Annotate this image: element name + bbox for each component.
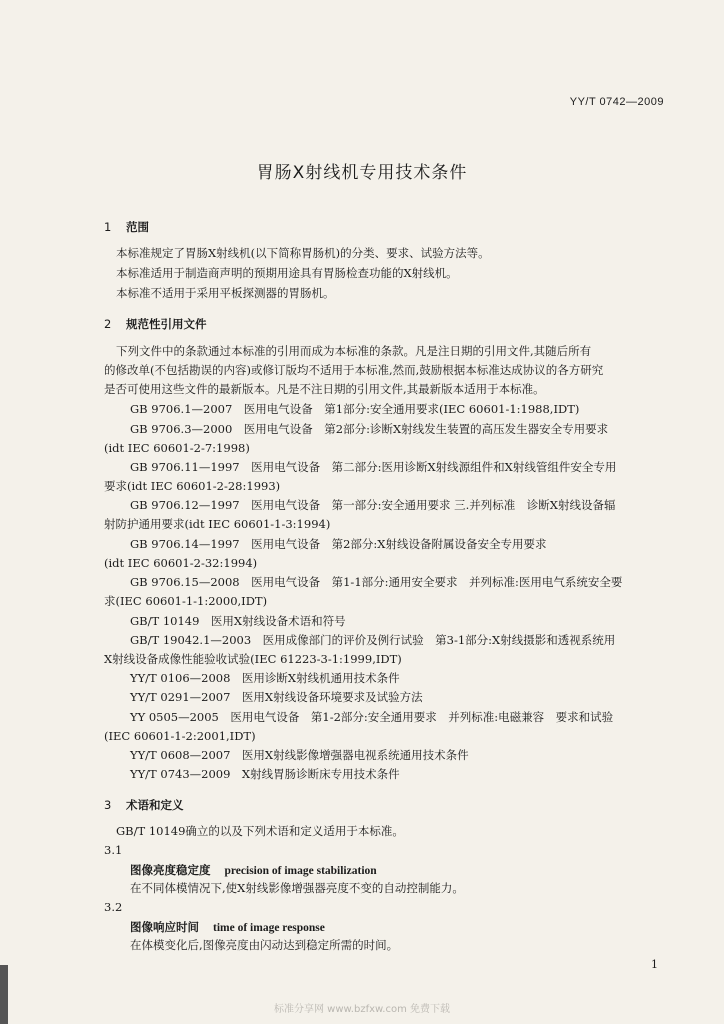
scan-edge [0,965,8,1024]
section-number: 3 [104,798,112,812]
section-number: 2 [104,317,112,331]
reference-item: GB 9706.11—1997 医用电气设备 第二部分:医用诊断X射线源组件和X射线管组件安全专用 [130,460,617,474]
section-title: 术语和定义 [126,798,184,812]
term-zh: 图像响应时间 [130,920,199,934]
reference-item: GB 9706.1—2007 医用电气设备 第1部分:安全通用要求(IEC 60601-1:1988,IDT) [130,402,580,416]
term-number: 3.2 [104,900,123,914]
paragraph: 是否可使用这些文件的最新版本。凡是不注日期的引用文件,其最新版本适用于本标准。 [104,382,545,396]
term-entry [130,862,377,878]
section-title: 范围 [126,220,149,234]
paragraph: 本标准不适用于采用平板探测器的胃肠机。 [116,286,335,300]
reference-item: GB 9706.12—1997 医用电气设备 第一部分:安全通用要求 三.并列标准 诊断X射线设备辐 [130,498,616,512]
reference-item: (IEC 60601-1-2:2001,IDT) [104,729,256,743]
reference-item: GB 9706.3—2000 医用电气设备 第2部分:诊断X射线发生装置的高压发生器安全专用要求 [130,422,609,436]
reference-item: YY/T 0106—2008 医用诊断X射线机通用技术条件 [130,671,400,685]
reference-item: (idt IEC 60601-2-7:1998) [104,441,250,455]
reference-item: YY 0505—2005 医用电气设备 第1-2部分:安全通用要求 并列标准:电磁兼容 要求和试验 [130,710,614,724]
watermark: 标准分享网 www.bzfxw.com 免费下载 [274,1004,450,1015]
section-1-heading [104,219,149,235]
paragraph: 的修改单(不包括勘误的内容)或修订版均不适用于本标准,然而,鼓励根据本标准达成协议的各方研究 [104,363,604,377]
section-2-heading [104,316,207,332]
document-title: 胃肠X射线机专用技术条件 [256,163,468,183]
section-3-heading [104,797,184,813]
reference-item: GB/T 10149 医用X射线设备术语和符号 [130,614,346,628]
standard-code: YY/T 0742—2009 [569,96,664,108]
paragraph: 本标准适用于制造商声明的预期用途具有胃肠检查功能的X射线机。 [116,266,458,280]
term-definition: 在不同体模情况下,使X射线影像增强器亮度不变的自动控制能力。 [130,881,464,895]
reference-item: 射防护通用要求(idt IEC 60601-1-3:1994) [104,517,331,531]
reference-item: 要求(idt IEC 60601-2-28:1993) [104,479,281,493]
paragraph: 本标准规定了胃肠X射线机(以下简称胃肠机)的分类、要求、试验方法等。 [116,246,490,260]
section-number: 1 [104,220,112,234]
term-definition: 在体模变化后,图像亮度由闪动达到稳定所需的时间。 [130,938,399,952]
reference-item: GB 9706.15—2008 医用电气设备 第1-1部分:通用安全要求 并列标准:医用电气系统安全要 [130,575,623,589]
reference-item: YY/T 0291—2007 医用X射线设备环境要求及试验方法 [130,690,423,704]
page-number: 1 [651,958,658,971]
reference-item: YY/T 0608—2007 医用X射线影像增强器电视系统通用技术条件 [130,748,469,762]
term-entry [130,919,325,935]
term-en: time of image response [213,922,325,934]
reference-item: (idt IEC 60601-2-32:1994) [104,556,258,570]
reference-item: GB 9706.14—1997 医用电气设备 第2部分:X射线设备附属设备安全专用要求 [130,537,547,551]
reference-item: 求(IEC 60601-1-1:2000,IDT) [104,594,268,608]
reference-item: YY/T 0743—2009 X射线胃肠诊断床专用技术条件 [130,767,400,781]
term-zh: 图像亮度稳定度 [130,863,211,877]
reference-item: GB/T 19042.1—2003 医用成像部门的评价及例行试验 第3-1部分:X射线摄影和透视系统用 [130,633,616,647]
section-title: 规范性引用文件 [126,317,207,331]
reference-item: X射线设备成像性能验收试验(IEC 61223-3-1:1999,IDT) [104,652,402,666]
term-en: precision of image stabilization [224,865,377,877]
paragraph: GB/T 10149确立的以及下列术语和定义适用于本标准。 [116,824,404,838]
paragraph: 下列文件中的条款通过本标准的引用而成为本标准的条款。凡是注日期的引用文件,其随后所有 [116,344,592,358]
term-number: 3.1 [104,843,123,857]
